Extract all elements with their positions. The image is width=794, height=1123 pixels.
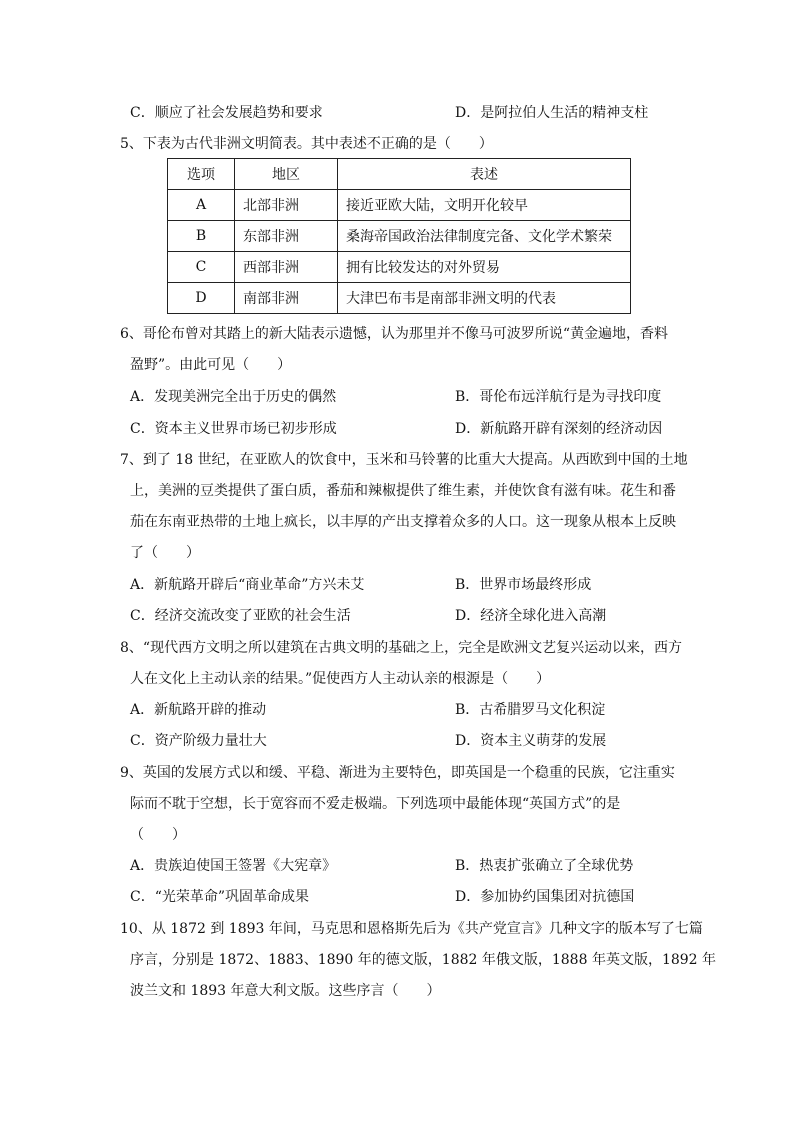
q6-option-d: D．新航路开辟有深刻的经济动因 [455, 421, 663, 437]
table-cell: 南部非洲 [235, 283, 338, 314]
q9-stem-line-2: 际而不耽于空想，长于宽容而不爱走极端。下列选项中最能体现“英国方式”的是 [130, 796, 621, 812]
q8-option-d: D．资本主义萌芽的发展 [455, 733, 607, 749]
table-cell: 拥有比较发达的对外贸易 [338, 252, 631, 283]
q5-table [167, 158, 631, 314]
q9-option-d: D．参加协约国集团对抗德国 [455, 889, 635, 905]
table-cell: 东部非洲 [235, 221, 338, 252]
q7-option-c: C．经济交流改变了亚欧的社会生活 [130, 608, 351, 624]
table-cell: C [168, 252, 235, 283]
q9-option-b: B．热衷扩张确立了全球优势 [455, 858, 634, 874]
table-row [168, 190, 631, 221]
q9-option-c: C．“光荣革命”巩固革命成果 [130, 889, 310, 905]
table-row [168, 252, 631, 283]
q6-option-b: B．哥伦布远洋航行是为寻找印度 [455, 389, 662, 405]
q7-option-d: D．经济全球化进入高潮 [455, 608, 607, 624]
q8-stem-line-2: 人在文化上主动认亲的结果。”促使西方人主动认亲的根源是（ ） [130, 671, 551, 687]
q7-option-b: B．世界市场最终形成 [455, 577, 592, 593]
q7-stem-line-2: 上，美洲的豆类提供了蛋白质，番茄和辣椒提供了维生素，并使饮食有滋有味。花生和番 [130, 483, 676, 499]
q6-stem-line-1: 6、哥伦布曾对其踏上的新大陆表示遗憾，认为那里并不像马可波罗所说“黄金遍地，香料 [120, 326, 669, 342]
table-cell: 接近亚欧大陆，文明开化较早 [338, 190, 631, 221]
header-cell: 地区 [235, 159, 338, 190]
q9-stem-line-3: （ ） [130, 827, 186, 843]
table-row [168, 283, 631, 314]
table-row [168, 221, 631, 252]
q7-stem-line-3: 茄在东南亚热带的土地上疯长，以丰厚的产出支撑着众多的人口。这一现象从根本上反映 [130, 514, 676, 530]
q8-option-a: A．新航路开辟的推动 [130, 702, 267, 718]
table-header-row [168, 159, 631, 190]
table-cell: B [168, 221, 235, 252]
q9-option-a: A．贵族迫使国王签署《大宪章》 [130, 858, 337, 874]
table-cell: A [168, 190, 235, 221]
q8-option-b: B．古希腊罗马文化积淀 [455, 702, 606, 718]
header-cell: 表述 [338, 159, 631, 190]
q5-stem: 5、下表为古代非洲文明简表。其中表述不正确的是（ ） [120, 136, 493, 152]
q6-option-a: A．发现美洲完全出于历史的偶然 [130, 389, 337, 405]
q4-option-c: C．顺应了社会发展趋势和要求 [130, 105, 323, 121]
q4-option-d: D．是阿拉伯人生活的精神支柱 [455, 105, 649, 121]
q9-stem-line-1: 9、英国的发展方式以和缓、平稳、渐进为主要特色，即英国是一个稳重的民族，它注重实 [120, 765, 675, 781]
header-cell: 选项 [168, 159, 235, 190]
q10-stem-line-3: 波兰文和 1893 年意大利文版。这些序言（ ） [130, 983, 441, 999]
table-cell: 北部非洲 [235, 190, 338, 221]
q7-option-a: A．新航路开辟后“商业革命”方兴未艾 [130, 577, 365, 593]
q8-option-c: C．资产阶级力量壮大 [130, 733, 267, 749]
q10-stem-line-2: 序言，分别是 1872、1883、1890 年的德文版，1882 年俄文版，1888 年英文版，1892 年 [130, 952, 717, 968]
q8-stem-line-1: 8、“现代西方文明之所以建筑在古典文明的基础之上，完全是欧洲文艺复兴运动以来，西方 [120, 640, 683, 656]
table-cell: D [168, 283, 235, 314]
q7-stem-line-1: 7、到了 18 世纪，在亚欧人的饮食中，玉米和马铃薯的比重大大提高。从西欧到中国的土地 [120, 452, 688, 468]
q10-stem-line-1: 10、从 1872 到 1893 年间，马克思和恩格斯先后为《共产党宣言》几种文字的版本写了七篇 [120, 921, 703, 937]
table-cell: 大津巴布韦是南部非洲文明的代表 [338, 283, 631, 314]
q7-stem-line-4: 了（ ） [130, 545, 200, 561]
q6-stem-line-2: 盈野”。由此可见（ ） [130, 357, 292, 373]
table-cell: 桑海帝国政治法律制度完备、文化学术繁荣 [338, 221, 631, 252]
q6-option-c: C．资本主义世界市场已初步形成 [130, 421, 337, 437]
table-cell: 西部非洲 [235, 252, 338, 283]
